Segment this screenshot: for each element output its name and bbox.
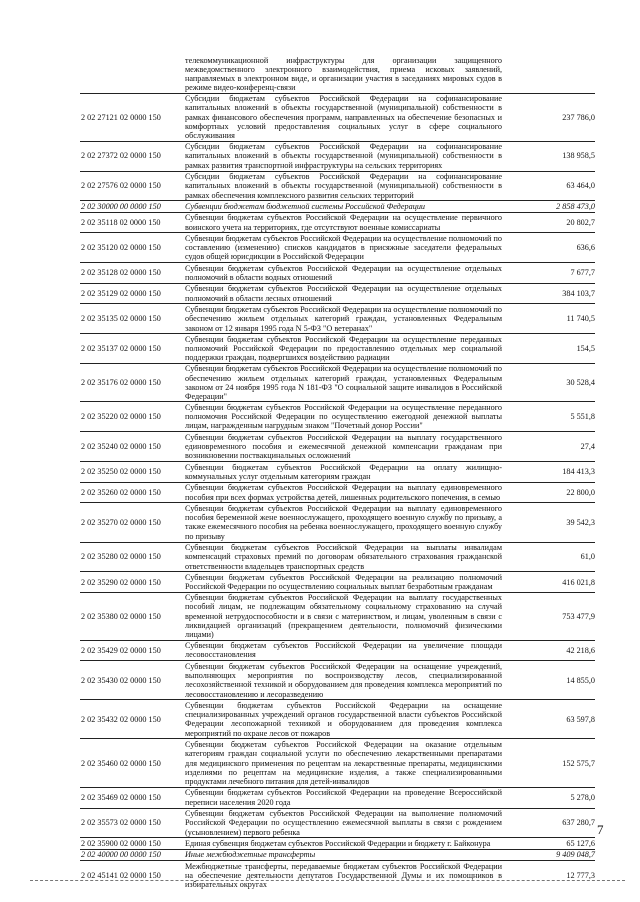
row-description: Субсидии бюджетам субъектов Российской Федерации на софинансирование капитальных вложений в объекты государственной (муниципальной) собственности в рамках обеспечения комплексного развития сельских территорий — [185, 172, 502, 200]
budget-code: 2 02 35430 02 0000 150 — [81, 675, 161, 685]
budget-code: 2 02 35120 02 0000 150 — [81, 243, 161, 253]
table-row — [80, 661, 595, 700]
budget-code: 2 02 35129 02 0000 150 — [81, 288, 161, 298]
row-amount: 63 597,8 — [566, 714, 595, 724]
row-amount: 5 278,0 — [570, 793, 595, 803]
row-description: Межбюджетные трансферты, передаваемые бюджетам субъектов Российской Федерации на обеспечение деятельности депутатов Государственной Думы и их помощников в избирательных округах — [185, 861, 502, 890]
row-description: Субвенции бюджетам субъектов Российской Федерации на осуществление первичного воинского учета на территориях, где отсутствуют военные комиссариаты — [185, 213, 502, 232]
row-amount: 27,4 — [580, 442, 595, 452]
budget-code: 2 02 40000 00 0000 150 — [81, 850, 161, 860]
budget-code: 2 02 35240 02 0000 150 — [81, 442, 161, 452]
table-row — [80, 700, 595, 739]
table-row — [80, 543, 595, 573]
table-row — [80, 142, 595, 172]
row-description: Субвенции бюджетам субъектов Российской Федерации на оснащение учреждений, выполняющих мероприятия по воспроизводству лесов, специализированной лесохозяйственной техникой и оборудованием для проведения комплекса мероприятий по лесовосстановлению и лесоразведению — [185, 661, 502, 699]
budget-code: 2 02 35118 02 0000 150 — [81, 217, 161, 227]
row-description: Субвенции бюджетам субъектов Российской Федерации на реализацию полномочий Российской Федерации по осуществлению социальных выплат безработным гражданам — [185, 572, 502, 592]
table-row — [80, 462, 595, 483]
table-row — [80, 809, 595, 839]
budget-code: 2 02 35460 02 0000 150 — [81, 758, 161, 768]
table-row — [80, 503, 595, 542]
table-body — [80, 55, 595, 890]
row-description: Иные межбюджетные трансферты — [185, 850, 316, 860]
budget-code: 2 02 35280 02 0000 150 — [81, 552, 161, 562]
table-row — [80, 850, 595, 861]
bottom-dashed-line — [30, 880, 625, 881]
budget-code: 2 02 30000 00 0000 150 — [81, 201, 161, 211]
row-amount: 2 858 473,0 — [556, 201, 595, 211]
row-description: Субвенции бюджетам субъектов Российской Федерации на осуществление полномочий по обеспечению жильем отдельных категорий граждан, установленных Федеральным законом от 12 января 1995 года N 5-ФЗ "О ветеранах" — [185, 304, 502, 333]
row-amount: 30 528,4 — [566, 378, 595, 388]
table-row — [80, 213, 595, 234]
row-amount: 7 677,7 — [570, 268, 595, 278]
row-description: Субвенции бюджетам субъектов Российской Федерации на выплату единовременного пособия беременной жене военнослужащего, проходящего военную службу по призыву, а также ежемесячного пособия на ребенка военнослужащего, проходящего военную службу по призыву — [185, 503, 502, 541]
budget-code: 2 02 35260 02 0000 150 — [81, 487, 161, 497]
row-amount: 61,0 — [580, 552, 595, 562]
budget-code: 2 02 35469 02 0000 150 — [81, 793, 161, 803]
table-row — [80, 284, 595, 305]
row-description: Субвенции бюджетам субъектов Российской Федерации на выплату государственных пособий лицам, не подлежащим обязательному социальному страхованию на случай временной нетрудоспособности и в связи с материнством, и лицам, уволенным в связи с ликвидацией организаций (прекращением деятельности, полномочий физическими лицами) — [185, 593, 502, 640]
budget-code: 2 02 27372 02 0000 150 — [81, 151, 161, 161]
row-amount: 11 740,5 — [566, 314, 595, 324]
row-description: Субвенции бюджетам субъектов Российской Федерации на осуществление переданных полномочий Российской Федерации по предоставлению отдельных мер социальной поддержки граждан, подвергшихся воздействию радиации — [185, 334, 502, 363]
budget-code: 2 02 35176 02 0000 150 — [81, 378, 161, 388]
table-row — [80, 233, 595, 263]
table-row — [80, 838, 595, 849]
budget-code: 2 02 27121 02 0000 150 — [81, 112, 161, 122]
budget-code: 2 02 35137 02 0000 150 — [81, 344, 161, 354]
budget-code: 2 02 35135 02 0000 150 — [81, 314, 161, 324]
row-amount: 237 786,0 — [562, 112, 595, 122]
row-description: Субвенции бюджетам субъектов Российской Федерации на оплату жилищно-коммунальных услуг отдельным категориям граждан — [185, 462, 502, 481]
row-amount: 5 551,8 — [570, 412, 595, 422]
row-description: Субвенции бюджетам субъектов Российской Федерации на выплату государственного единовременного пособия и ежемесячной денежной компенсации гражданам при возникновении поствакцинальных осложнений — [185, 432, 502, 461]
budget-code: 2 02 35380 02 0000 150 — [81, 611, 161, 621]
table-row — [80, 739, 595, 788]
table-row — [80, 334, 595, 364]
table-row — [80, 304, 595, 334]
table-row — [80, 483, 595, 504]
budget-code: 2 02 35250 02 0000 150 — [81, 467, 161, 477]
budget-code: 2 02 27576 02 0000 150 — [81, 181, 161, 191]
row-description: Субвенции бюджетам субъектов Российской Федерации на оснащение специализированных учреждений органов государственной власти субъектов Российской Федерации лесопожарной техникой и оборудованием для проведения комплекса мероприятий по охране лесов от пожаров — [185, 700, 502, 738]
row-description: Субвенции бюджетам субъектов Российской Федерации на выполнение полномочий Российской Федерации по осуществлению ежемесячной выплаты в связи с рождением (усыновлением) первого ребенка — [185, 809, 502, 837]
row-description: Субвенции бюджетам субъектов Российской Федерации на осуществление полномочий по обеспечению жильем отдельных категорий граждан, установленных Федеральным законом от 24 ноября 1995 года N 181-ФЗ "О социальной защите инвалидов в Российской Федерации" — [185, 364, 502, 402]
budget-code: 2 02 35429 02 0000 150 — [81, 645, 161, 655]
row-description: Субвенции бюджетам бюджетной системы Российской Федерации — [185, 201, 426, 211]
table-row — [80, 572, 595, 593]
table-row — [80, 402, 595, 432]
budget-code: 2 02 35900 02 0000 150 — [81, 838, 161, 848]
row-description: Субвенции бюджетам субъектов Российской Федерации на выплату единовременного пособия при всех формах устройства детей, лишенных родительского попечения, в семью — [185, 483, 502, 502]
table-row — [80, 263, 595, 284]
budget-table — [80, 55, 595, 890]
table-row — [80, 641, 595, 662]
table-row — [80, 788, 595, 809]
row-description: Субвенции бюджетам субъектов Российской Федерации на осуществление отдельных полномочий в области лесных отношений — [185, 284, 502, 303]
budget-code: 2 02 35128 02 0000 150 — [81, 268, 161, 278]
row-description: Субвенции бюджетам субъектов Российской Федерации на осуществление отдельных полномочий в области водных отношений — [185, 263, 502, 283]
row-amount: 22 800,0 — [566, 487, 595, 497]
row-description: Субвенции бюджетам субъектов Российской Федерации на выплаты инвалидам компенсаций страховых премий по договорам обязательного страхования гражданской ответственности владельцев транспортных средств — [185, 543, 502, 571]
budget-code: 2 02 35573 02 0000 150 — [81, 818, 161, 828]
row-description: Субвенции бюджетам субъектов Российской Федерации на увеличение площади лесовосстановления — [185, 641, 502, 660]
row-amount: 152 575,7 — [562, 758, 595, 768]
row-amount: 184 413,3 — [562, 467, 595, 477]
table-row — [80, 201, 595, 212]
budget-code: 2 02 45141 02 0000 150 — [81, 870, 161, 880]
row-amount: 416 021,8 — [562, 577, 595, 587]
row-description: Единая субвенция бюджетам субъектов Российской Федерации и бюджету г. Байконура — [185, 838, 491, 848]
row-amount: 636,6 — [576, 243, 595, 253]
table-row — [80, 861, 595, 890]
budget-code: 2 02 35290 02 0000 150 — [81, 577, 161, 587]
table-row — [80, 94, 595, 141]
row-amount: 39 542,3 — [566, 517, 595, 527]
row-amount: 14 855,0 — [566, 675, 595, 685]
row-description: Субсидии бюджетам субъектов Российской Федерации на софинансирование капитальных вложений в объекты государственной (муниципальной) собственности в рамках финансового обеспечения программ, направленных на обеспечение безопасных и комфортных условий предоставления социальных услуг в сфере социального обслуживания — [185, 94, 502, 141]
table-row — [80, 172, 595, 202]
row-description: телекоммуникационной инфраструктуры для организации защищенного межведомственного электронного взаимодействия, приема исковых заявлений, направляемых в электронном виде, и организации участия в заседаниях мировых судов в режиме видео-конференц-связи — [185, 55, 502, 93]
row-amount: 753 477,9 — [562, 611, 595, 621]
row-description: Субвенции бюджетам субъектов Российской Федерации на осуществление переданного полномочия Российской Федерации по осуществлению ежегодной денежной выплаты лицам, награжденным нагрудным знаком "Почетный донор России" — [185, 402, 502, 431]
budget-code: 2 02 35270 02 0000 150 — [81, 517, 161, 527]
budget-code: 2 02 35220 02 0000 150 — [81, 412, 161, 422]
table-row — [80, 55, 595, 94]
row-amount: 138 958,5 — [562, 151, 595, 161]
budget-code: 2 02 35432 02 0000 150 — [81, 714, 161, 724]
row-amount: 65 127,6 — [566, 838, 595, 848]
page-number: 7 — [597, 822, 604, 837]
row-amount: 12 777,3 — [566, 870, 595, 880]
row-description: Субвенции бюджетам субъектов Российской Федерации на осуществление полномочий по составлению (изменению) списков кандидатов в присяжные заседатели федеральных судов общей юрисдикции в Российской Федерации — [185, 233, 502, 262]
row-description: Субвенции бюджетам субъектов Российской Федерации на оказание отдельным категориям граждан социальной услуги по обеспечению лекарственными препаратами для медицинского применения по рецептам на лекарственные препараты, медицинскими изделиями по рецептам на медицинские изделия, а также специализированными продуктами лечебного питания для детей-инвалидов — [185, 739, 502, 787]
row-amount: 63 464,0 — [566, 181, 595, 191]
row-amount: 637 280,7 — [562, 818, 595, 828]
row-description: Субсидии бюджетам субъектов Российской Федерации на софинансирование капитальных вложений в объекты государственной (муниципальной) собственности в рамках развития транспортной инфраструктуры на сельских территориях — [185, 142, 502, 170]
row-amount: 9 409 048,7 — [556, 850, 595, 860]
table-row — [80, 432, 595, 462]
table-row — [80, 364, 595, 402]
table-row — [80, 593, 595, 640]
row-description: Субвенции бюджетам субъектов Российской Федерации на проведение Всероссийской переписи населения 2020 года — [185, 788, 502, 807]
row-amount: 20 802,7 — [566, 217, 595, 227]
row-amount: 42 218,6 — [566, 645, 595, 655]
row-amount: 154,5 — [576, 344, 595, 354]
row-amount: 384 103,7 — [562, 288, 595, 298]
